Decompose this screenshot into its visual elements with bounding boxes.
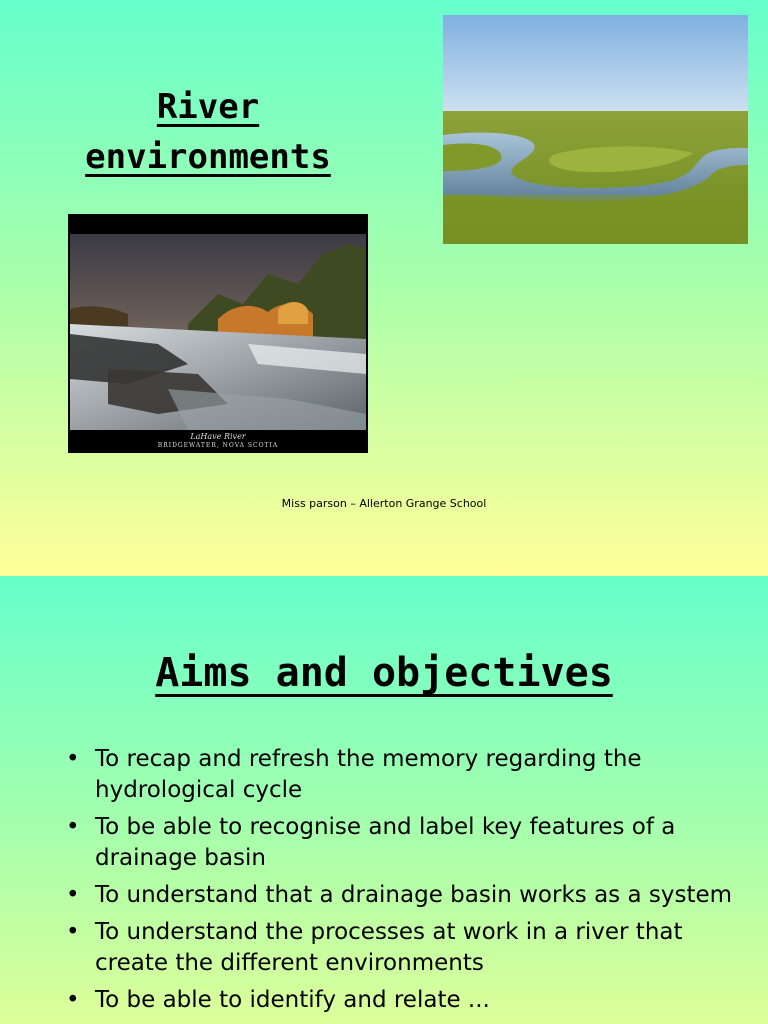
objective-text: To understand that a drainage basin works as a system bbox=[95, 882, 733, 908]
rapids-caption bbox=[68, 432, 368, 450]
title-line-1: River bbox=[156, 87, 260, 127]
rapids-landscape-image bbox=[68, 214, 368, 453]
river-rapids-photo bbox=[68, 214, 368, 453]
objectives-slide bbox=[0, 576, 768, 1024]
objective-text: To be able to identify and relate ... bbox=[95, 987, 490, 1013]
bullet-icon: • bbox=[66, 746, 80, 772]
objective-text: To recap and refresh the memory regarding the hydrological cycle bbox=[95, 746, 642, 803]
bullet-icon: • bbox=[66, 814, 80, 840]
list-item bbox=[62, 812, 732, 874]
bullet-icon: • bbox=[66, 987, 80, 1013]
slide-title bbox=[58, 82, 358, 182]
list-item bbox=[62, 917, 732, 979]
objectives-list bbox=[62, 744, 732, 1022]
title-line-2: environments bbox=[85, 137, 331, 177]
objective-text: To be able to recognise and label key features of a drainage basin bbox=[95, 814, 676, 871]
slide-title bbox=[0, 650, 768, 696]
rapids-caption-line-1: LaHave River bbox=[190, 432, 246, 441]
objective-text: To understand the processes at work in a river that create the different environments bbox=[95, 919, 683, 976]
list-item bbox=[62, 880, 732, 911]
meandering-river-photo bbox=[443, 15, 748, 244]
meander-landscape-image bbox=[443, 15, 748, 244]
objectives-title: Aims and objectives bbox=[155, 650, 613, 696]
list-item bbox=[62, 744, 732, 806]
list-item bbox=[62, 985, 732, 1016]
rapids-caption-line-2: BRIDGEWATER, NOVA SCOTIA bbox=[157, 442, 279, 449]
bullet-icon: • bbox=[66, 882, 80, 908]
author-credit: Miss parson – Allerton Grange School bbox=[281, 497, 487, 510]
bullet-icon: • bbox=[66, 919, 80, 945]
